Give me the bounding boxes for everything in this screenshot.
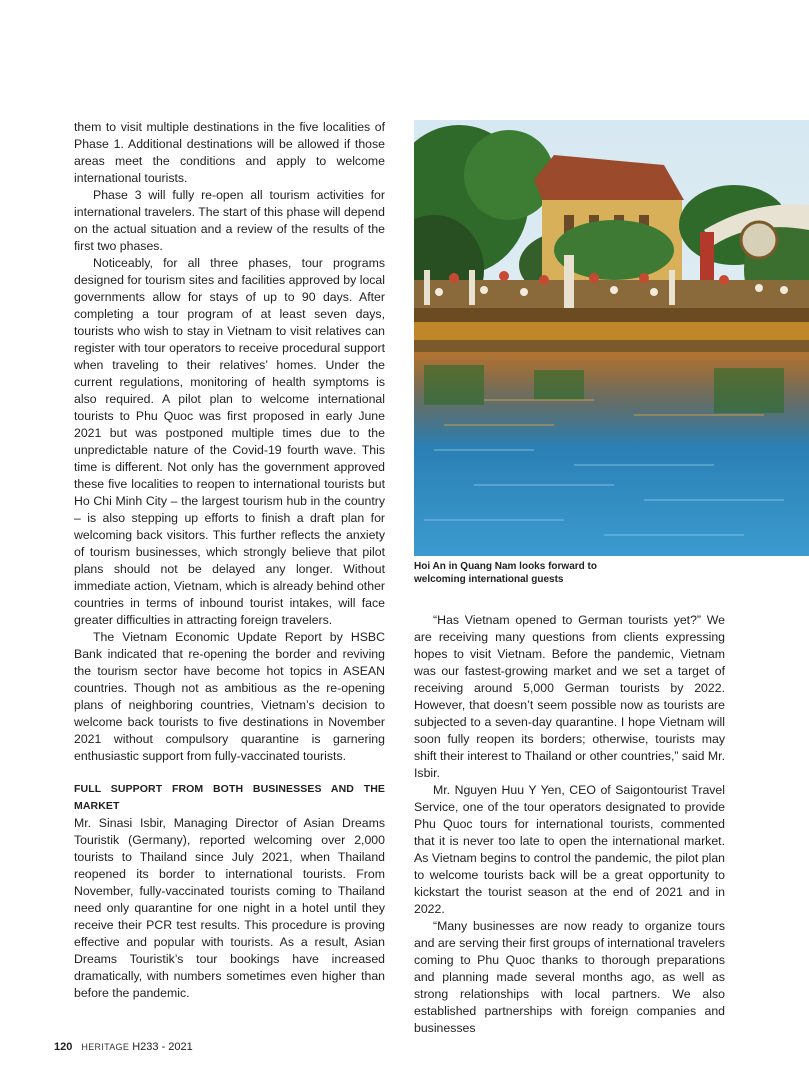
page-footer — [54, 1040, 193, 1054]
magazine-name: HERITAGE — [81, 1042, 130, 1052]
photo-caption: Hoi An in Quang Nam looks forward to welcoming international guests — [414, 561, 597, 585]
left-column — [74, 119, 385, 1002]
paragraph: them to visit multiple destinations in the five localities of Phase 1. Additional destinations will be allowed if those areas meet the conditions and apply to welcome international tourists. — [74, 120, 385, 185]
paragraph: “Has Vietnam opened to German tourists yet?” We are receiving many questions from clients expressing hopes to visit Vietnam. Before the pandemic, Vietnam was our fastest-growing market and we set a target of receiving around 5,000 German tourists by 2022. However, that doesn’t seem possible now as tourists are subjected to a seven-day quarantine. I hope Vietnam will soon fully reopen its borders; otherwise, tourists may shift their interest to Thailand or other countries,” said Mr. Isbir. — [414, 613, 725, 780]
issue-label: H233 - 2021 — [132, 1041, 193, 1053]
paragraph: The Vietnam Economic Update Report by HSBC Bank indicated that re-opening the border and reviving the tourism sector have become hot topics in ASEAN countries. Though not as ambitious as the re-opening plans of neighboring countries, Vietnam’s decision to welcome back tourists to five destinations in November 2021 without compulsory quarantine is garnering enthusiastic support from fully-vaccinated tourists. — [74, 630, 385, 763]
paragraph: Phase 3 will fully re-open all tourism activities for international travelers. The start of this phase will depend on the actual situation and a review of the results of the first two phases. — [74, 188, 385, 253]
paragraph: Mr. Nguyen Huu Y Yen, CEO of Saigontourist Travel Service, one of the tour operators designated to provide Phu Quoc tours for international tourists, commented that it is never too late to open the international market. As Vietnam begins to control the pandemic, the pilot plan to welcome tourists back will be a great opportunity to kickstart the tourist season at the end of 2021 and in 2022. — [414, 783, 725, 916]
paragraph: “Many businesses are now ready to organize tours and are serving their first groups of international travelers coming to Phu Quoc thanks to thorough preparations and planning made several months ago, as well as strong relationships with local partners. We also established partnerships with foreign companies and businesses — [414, 919, 725, 1035]
right-column — [414, 612, 725, 1037]
hoi-an-photo — [414, 120, 809, 556]
page-number: 120 — [54, 1041, 73, 1053]
paragraph: Mr. Sinasi Isbir, Managing Director of Asian Dreams Touristik (Germany), reported welcoming over 2,000 tourists to Thailand since July 2021, when Thailand reopened its border to international tourists. From November, fully-vaccinated tourists coming to Thailand need only quarantine for one night in a hotel until they receive their PCR test results. This procedure is proving effective and popular with tourists. As a result, Asian Dreams Touristik’s tour bookings have increased dramatically, with numbers sometimes even higher than before the pandemic. — [74, 816, 385, 1000]
paragraph: Noticeably, for all three phases, tour programs designed for tourism sites and facilities approved by local governments allow for stays of up to 90 days. After completing a tour program of at least seven days, tourists who wish to stay in Vietnam to visit relatives can register with tour operators to receive procedural support when traveling to their relatives’ homes. Under the current regulations, monitoring of health symptoms is also required. A pilot plan to welcome international tourists to Phu Quoc was first proposed in early June 2021 but was postponed multiple times due to the unpredictable nature of the Covid-19 fourth wave. This time is different. Not only has the government approved these five localities to reopen to international tourists but Ho Chi Minh City – the largest tourism hub in the country – is also stepping up efforts to finish a draft plan for welcoming back visitors. This further reflects the anxiety of tourism businesses, which strongly believe that pilot plans should not be delayed any longer. Without immediate action, Vietnam, which is already behind other countries in terms of inbound tourist intakes, will face greater difficulties in attracting foreign travelers. — [74, 256, 386, 627]
section-heading: FULL SUPPORT FROM BOTH BUSINESSES AND THE MARKET — [74, 783, 385, 812]
